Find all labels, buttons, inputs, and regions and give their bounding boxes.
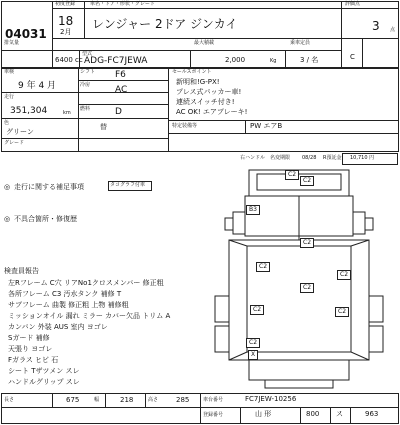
score-extra: C <box>350 53 355 61</box>
damage-mark: C2 <box>300 176 314 186</box>
sales-point-line: 新明和!G-PX! <box>176 78 220 86</box>
damage-mark: C2 <box>250 305 264 315</box>
inspection-label: 車検 <box>4 69 15 75</box>
mileage-label: 走行 <box>4 94 15 100</box>
length-label: 長さ <box>4 397 15 403</box>
plate-class: ス <box>336 410 343 418</box>
equipment-label: 特定装備等 <box>172 123 198 129</box>
damage-mark: C2 <box>256 262 270 272</box>
displacement-label: 排気量 <box>4 40 20 46</box>
note-line: 左Rフレーム C穴 リアNo1クロスメンバー 修正粗 <box>8 279 164 287</box>
sales-point-line: プレス式パッカー車! <box>176 88 242 96</box>
mileage-unit: km <box>63 110 71 116</box>
notes-label: 検査員報告 <box>4 267 39 275</box>
grade-label: グレード <box>4 140 25 146</box>
note-line: シート Tザツメン スレ <box>8 367 80 375</box>
recycle-value: 10,710 円 <box>350 155 375 161</box>
equipment-value: PW エアB <box>250 122 283 130</box>
capacity: 3 / 名 <box>300 56 319 64</box>
name-label: 車名・ドア・形状・グレード <box>90 1 155 7</box>
ac-label: 冷房 <box>80 82 91 88</box>
recycle-label: R預託金 <box>323 155 342 161</box>
max-load-label: 最大積載 <box>194 40 215 46</box>
score-value: 3 <box>372 19 380 33</box>
ac-value: AC <box>115 85 128 95</box>
note-line: ハンドルグリップ スレ <box>8 378 80 386</box>
frame-value: FC7JEW-10256 <box>245 395 297 403</box>
history-bullet: ◎ <box>4 183 11 191</box>
damage-mark: C2 <box>337 270 351 280</box>
history-label: 走行に関する補足事項 <box>14 183 84 191</box>
note-line: Fガラス ヒビ 石 <box>8 356 59 364</box>
lot-number: 04031 <box>5 27 47 41</box>
note-line: サブフレーム 曲製 修正粗 上物 補修粗 <box>8 301 129 309</box>
damage-mark: C2 <box>335 307 349 317</box>
width-label: 幅 <box>94 397 100 403</box>
color-value: グリーン <box>6 128 34 136</box>
damage-mark: B3 <box>246 205 260 215</box>
year-value: 18 <box>58 14 74 28</box>
plate-serial: 963 <box>365 410 379 418</box>
damage-mark: C2 <box>300 283 314 293</box>
color-label: 色 <box>4 120 10 126</box>
damage-mark: C2 <box>300 238 314 248</box>
damage-mark: C2 <box>285 170 299 180</box>
name-change-value: 08/28 <box>302 155 317 161</box>
note-line: 各所フレーム C3 汚水タンク 補修 T <box>8 290 122 298</box>
damage-mark: C2 <box>246 338 260 348</box>
plate-number: 800 <box>306 410 320 418</box>
plate-region: 山 形 <box>255 410 272 418</box>
defect-bullet: ◎ <box>4 215 11 223</box>
frame-label: 車台番号 <box>203 397 224 403</box>
max-load-unit: Kg <box>270 58 277 64</box>
sales-point-line: AC OK! エアブレーキ! <box>176 108 248 116</box>
note-line: ミッションオイル 漏れ ミラー カバー欠品 トリム A <box>8 312 171 320</box>
sales-points-label: セールスポイント <box>172 69 212 75</box>
length-value: 675 <box>66 396 80 404</box>
height-value: 285 <box>176 396 190 404</box>
note-line: 天張り ヨゴレ <box>8 345 53 353</box>
sales-point-line: 連続スイッチ付き! <box>176 98 235 106</box>
car-name: レンジャー 2ドア ジンカイ <box>92 17 238 31</box>
max-load: 2,000 <box>225 56 246 64</box>
damage-mark: X <box>248 350 258 360</box>
model: ADG-FC7JEWA <box>84 56 148 66</box>
note-line: カンバン 外装 AUS 室内 ヨゴレ <box>8 323 108 331</box>
fuel-label: 燃料 <box>80 106 91 112</box>
width-value: 218 <box>120 396 134 404</box>
mileage-value: 351,304 <box>10 106 48 116</box>
month-value: 2月 <box>60 28 72 36</box>
displacement: 6400 cc <box>55 56 83 64</box>
inspection-value: 9 年 4 月 <box>18 81 57 91</box>
score-sub: 点 <box>390 27 396 33</box>
fuel-value: D <box>115 107 122 117</box>
name-change-label: 名変期限 <box>270 155 291 161</box>
replaced-label: 替 <box>100 123 107 131</box>
shift-value: F6 <box>115 70 126 80</box>
model-label: 型式 <box>82 51 93 57</box>
capacity-label: 乗車定員 <box>290 40 311 46</box>
tacho-label: タコグラフ付車 <box>110 182 146 188</box>
truck-diagram <box>205 166 397 392</box>
steering: 右ハンドル <box>240 155 266 161</box>
score-label: 評価点 <box>345 1 361 7</box>
height-label: 高さ <box>148 397 159 403</box>
plate-label: 登録番号 <box>203 412 224 418</box>
defect-label: 不具合箇所・修復歴 <box>14 215 77 223</box>
year-label: 初度登録 <box>55 1 76 7</box>
note-line: Sガード 補修 <box>8 334 50 342</box>
shift-label: シフト <box>80 69 96 75</box>
